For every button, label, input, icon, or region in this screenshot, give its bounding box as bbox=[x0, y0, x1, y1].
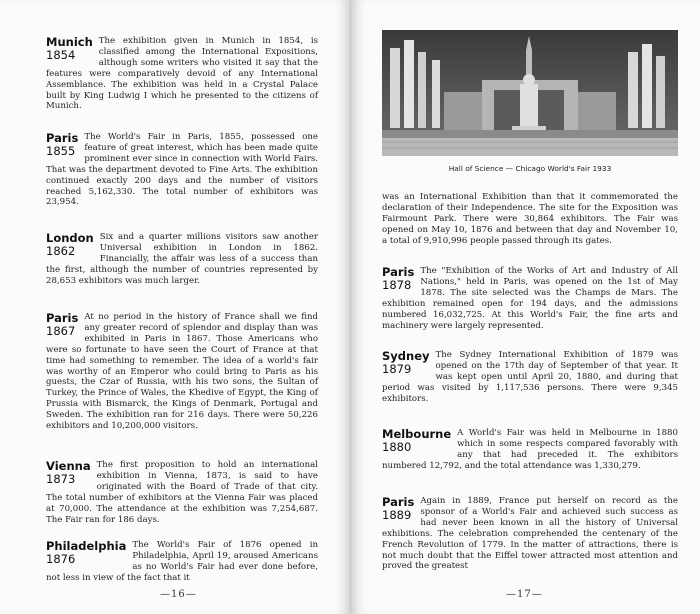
entry-paris-1855 bbox=[46, 132, 318, 208]
hall-of-science-photo bbox=[382, 30, 678, 156]
entry-text: The World's Fair of 1876 opened in Philadelphia, April 19, aroused Americans as no World's Fair had ever done before, not less in view of the fact that it bbox=[46, 540, 318, 583]
entry-text: The first proposition to hold an international exhibition in Vienna, 1873, is said to have originated with the Board of Trade of that city. The total number of exhibitors at the Vienna Fair was placed at 70,000. The attendance at the exhibition was 7,254,687. The Fair ran for 186 days. bbox=[46, 460, 318, 525]
entry-paris-1867 bbox=[46, 312, 318, 432]
entry-text: A World's Fair was held in Melbourne in 1880 which in some respects compared favorably with any that had preceded it. The exhibitors numbered 12,792, and the total attendance was 1,330,279. bbox=[382, 428, 678, 471]
continuation-text: was an International Exhibition than that it commemorated the declaration of their Independence. The site for the Exposition was Fairmount Park. There were 30,864 exhibitors. The Fair was opened on May 10, 1876 and between that day and November 10, a total of 9,910,996 people passed through its gates. bbox=[382, 192, 678, 246]
entry-paris-1878 bbox=[382, 266, 678, 331]
entry-sydney-1879 bbox=[382, 350, 678, 405]
entry-text: The Sydney International Exhibition of 1879 was opened on the 17th day of September of that year. It was kept open until April 20, 1880, and during that period was visited by 1,117,536 persons. There were 9,345 exhibitors. bbox=[382, 350, 678, 404]
city-heading: Melbourne 1880 bbox=[382, 427, 452, 454]
city-heading: Vienna 1873 bbox=[46, 459, 91, 486]
entry-text: The "Exhibition of the Works of Art and Industry of All Nations," held in Paris, was opened on the 1st of May 1878. The site selected was the Champs de Mars. The exhibition remained open for 194 days, and the admissions numbered 16,032,725. At this World's Fair, the fine arts and machinery were largely represented. bbox=[382, 266, 678, 331]
city-heading: Paris 1889 bbox=[382, 495, 415, 522]
entry-vienna-1873 bbox=[46, 460, 318, 525]
entry-text: The World's Fair in Paris, 1855, possessed one feature of great interest, which has been made quite prominent ever since in connection with World Fairs. That was the department devoted to Fine Arts. The exhibition continued exactly 200 days and the number of visitors reached 5,162,330. The total number of exhibitors was 23,954. bbox=[46, 132, 318, 208]
entry-paris-1889 bbox=[382, 496, 678, 572]
city-heading: Sydney 1879 bbox=[382, 349, 430, 376]
hall-of-science-illustration bbox=[382, 30, 678, 156]
city-heading: Philadelphia 1876 bbox=[46, 539, 127, 566]
page-number-left: —16— bbox=[160, 589, 197, 600]
entry-melbourne-1880 bbox=[382, 428, 678, 472]
entry-london-1862 bbox=[46, 232, 318, 287]
city-heading: Paris 1878 bbox=[382, 265, 415, 292]
city-heading: London 1862 bbox=[46, 231, 94, 258]
page-number-right: —17— bbox=[506, 589, 543, 600]
photo-caption: Hall of Science — Chicago World's Fair 1933 bbox=[448, 164, 612, 173]
entry-text: Again in 1889, France put herself on record as the sponsor of a World's Fair and achieved such success as had never been known in all the history of Universal exhibitions. The celebration comprehended the centenary of the French Revolution of 1779. In the matter of attractions, there is not much doubt that the Eiffel tower attracted most attention and proved the greatest bbox=[382, 496, 678, 572]
city-heading: Paris 1867 bbox=[46, 311, 79, 338]
entry-text: Six and a quarter millions visitors saw another Universal exhibition in London in 1862. Financially, the affair was less of a success than the first, although the number of countries represented by 28,653 exhibitors was much larger. bbox=[46, 232, 318, 286]
entry-munich-1854 bbox=[46, 36, 318, 112]
entry-text: The exhibition given in Munich in 1854, is classified among the International Expositions, although some writers who visited it say that the features were comparatively devoid of any International Assemblance. The exhibition was held in a Crystal Palace built by King Ludwig I which he presented to the citizens of Munich. bbox=[46, 36, 318, 112]
entry-philadelphia-1876 bbox=[46, 540, 318, 584]
city-heading: Paris 1855 bbox=[46, 131, 79, 158]
entry-text: At no period in the history of France shall we find any greater record of splendor and display than was exhibited in Paris in 1867. Those Americans who were so fortunate to have seen the Court of France at that time had something to remember. The idea of a world's fair was worthy of an Emperor who could bring to Paris as his guests, the Czar of Russia, with his two sons, the Sultan of Turkey, the Prince of Wales, the Khedive of Egypt, the King of Prussia with Bismarck, the Kings of Denmark, Portugal and Sweden. The exhibition ran for 216 days. There were 50,226 exhibitors and 10,200,000 visitors. bbox=[46, 312, 318, 432]
city-heading: Munich 1854 bbox=[46, 35, 93, 62]
